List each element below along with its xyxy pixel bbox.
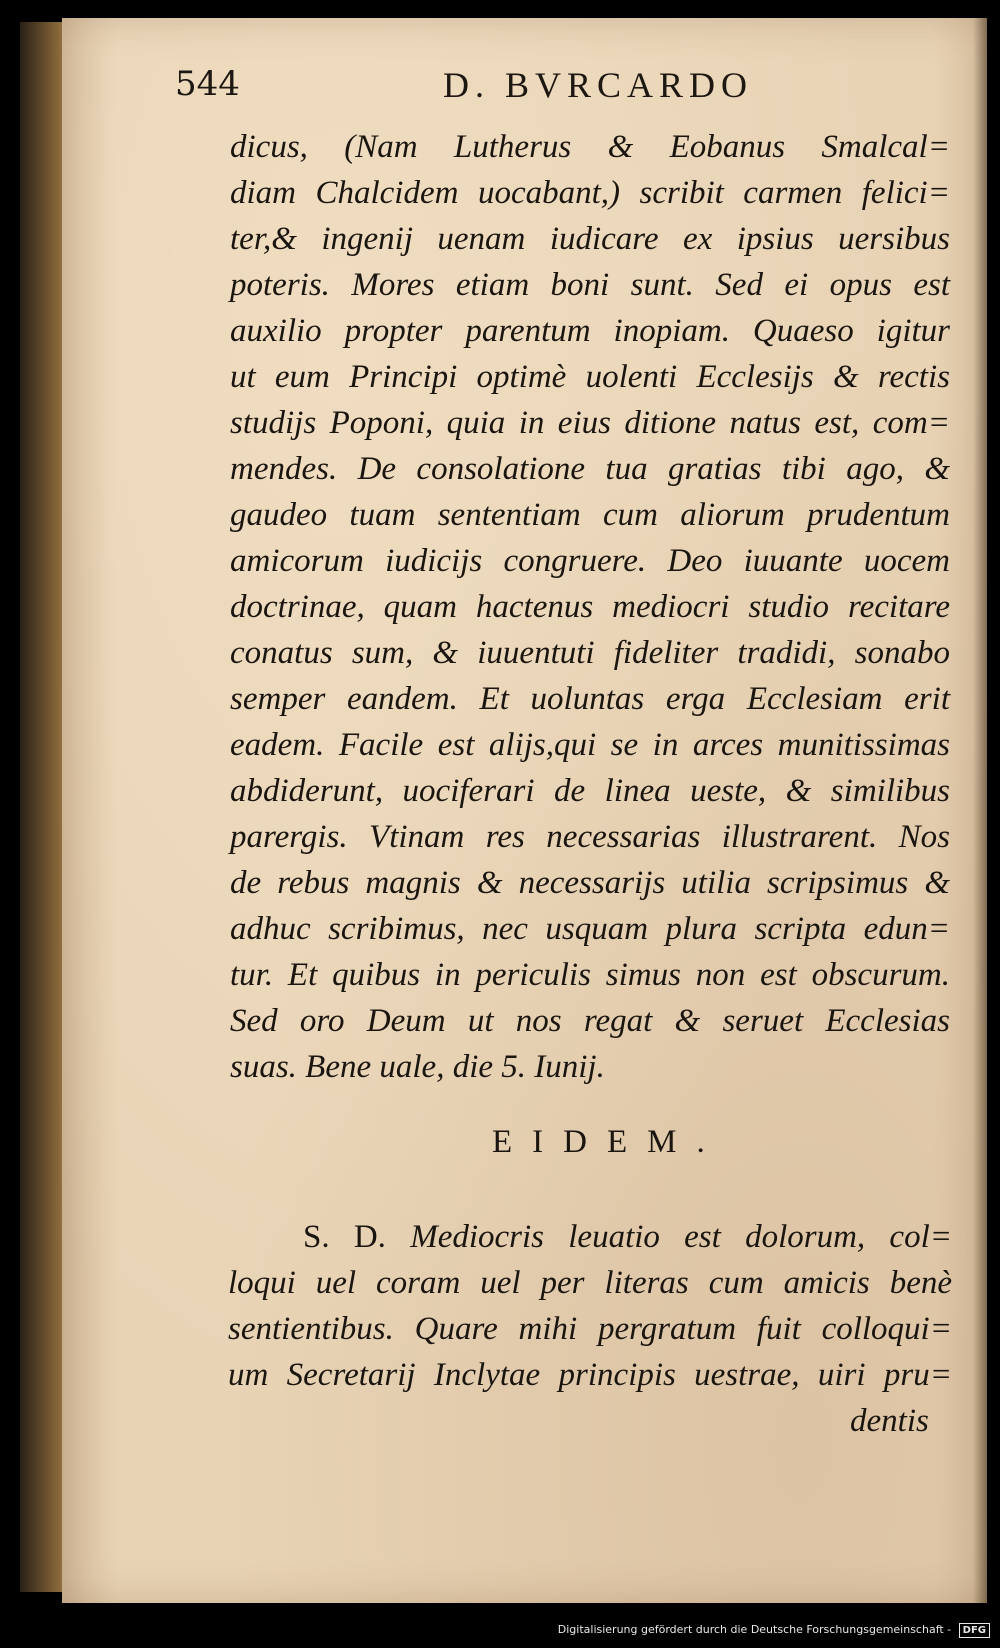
body-line: de rebus magnis & necessarijs utilia scripsimus & (230, 865, 950, 901)
body-line: tur. Et quibus in periculis simus non est obscurum. (230, 957, 950, 993)
page-number: 544 (175, 64, 240, 104)
letter-first-line (303, 1214, 952, 1260)
body-line: Sed oro Deum ut nos regat & seruet Ecclesias (230, 1003, 950, 1039)
body-line: parergis. Vtinam res necessarias illustrarent. Nos (230, 819, 950, 855)
body-line: auxilio propter parentum inopiam. Quaeso igitur (230, 313, 950, 349)
body-line: suas. Bene uale, die 5. Iunij. (230, 1049, 605, 1085)
letter-line: sentientibus. Quare mihi pergratum fuit colloqui= (228, 1311, 952, 1347)
page-header (175, 64, 775, 124)
body-line: diam Chalcidem uocabant,) scribit carmen felici= (230, 175, 950, 211)
salutation: S. D. (303, 1219, 386, 1255)
body-line: studijs Poponi, quia in eius ditione natus est, com= (230, 405, 950, 441)
catchword: dentis (850, 1403, 929, 1439)
spacer (386, 1219, 410, 1255)
letter-line: loqui uel coram uel per literas cum amicis benè (228, 1265, 952, 1301)
dfg-logo: DFG (959, 1623, 990, 1638)
body-line: gaudeo tuam sententiam cum aliorum prudentum (230, 497, 950, 533)
body-line: eadem. Facile est alijs,qui se in arces munitissimas (230, 727, 950, 763)
footer-bar (0, 1608, 1000, 1648)
body-line: dicus, (Nam Lutherus & Eobanus Smalcal= (230, 129, 950, 165)
body-line: abdiderunt, uociferari de linea ueste, & similibus (230, 773, 950, 809)
running-head: D. BVRCARDO (443, 65, 754, 105)
body-line: ter,& ingenij uenam iudicare ex ipsius uersibus (230, 221, 950, 257)
body-line: semper eandem. Et uoluntas erga Ecclesiam erit (230, 681, 950, 717)
body-line: ut eum Principi optimè uolenti Ecclesijs & rectis (230, 359, 950, 395)
digitization-credit (558, 1623, 990, 1638)
body-line: adhuc scribimus, nec usquam plura scripta edun= (230, 911, 950, 947)
body-line: amicorum iudicijs congruere. Deo iuuante uocem (230, 543, 950, 579)
section-heading: EIDEM. (492, 1124, 725, 1160)
body-line: conatus sum, & iuuentuti fideliter tradidi, sonabo (230, 635, 950, 671)
body-line: mendes. De consolatione tua gratias tibi ago, & (230, 451, 950, 487)
letter-line: um Secretarij Inclytae principis uestrae, uiri pru= (228, 1357, 952, 1393)
letter-first-line-text: Mediocris leuatio est dolorum, col= (410, 1219, 953, 1255)
page-gutter-shadow (973, 18, 987, 1603)
body-line: poteris. Mores etiam boni sunt. Sed ei opus est (230, 267, 950, 303)
body-line: doctrinae, quam hactenus mediocri studio recitare (230, 589, 950, 625)
credit-text: Digitalisierung gefördert durch die Deutsche Forschungsgemeinschaft - (557, 1623, 952, 1636)
